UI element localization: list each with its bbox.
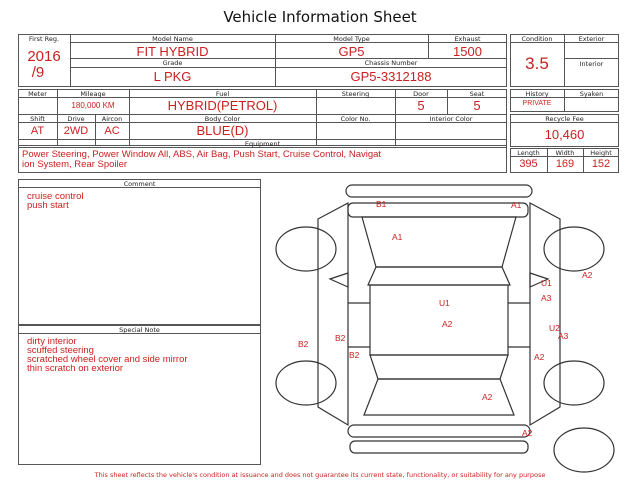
damage-mark: U2 bbox=[549, 323, 560, 333]
equipment-line-1: Power Steering, Power Window All, ABS, Air Bag, Push Start, Cruise Control, Navigat bbox=[22, 149, 382, 160]
condition-value: 3.5 bbox=[525, 54, 549, 73]
drive-label: Drive bbox=[67, 115, 85, 123]
height-value: 152 bbox=[591, 158, 611, 170]
damage-mark: A2 bbox=[522, 428, 533, 438]
equipment-label: Equipment bbox=[244, 140, 281, 148]
recycle-fee-value: 10,460 bbox=[544, 127, 585, 142]
width-label: Width bbox=[555, 149, 575, 157]
history-value: PRIVATE bbox=[522, 100, 552, 107]
height-label: Height bbox=[590, 149, 612, 157]
exhaust-label: Exhaust bbox=[454, 35, 481, 43]
damage-mark: U1 bbox=[439, 298, 450, 308]
front-bumper bbox=[346, 185, 532, 197]
rear-bumper bbox=[348, 425, 530, 437]
comment-line: cruise control bbox=[27, 191, 84, 202]
comment-label: Comment bbox=[123, 180, 156, 188]
recycle-fee-label: Recycle Fee bbox=[545, 115, 584, 123]
hood bbox=[362, 217, 516, 267]
special-note-label: Special Note bbox=[119, 326, 160, 334]
shift-label: Shift bbox=[30, 115, 45, 123]
damage-mark: A3 bbox=[558, 331, 569, 341]
damage-mark: A3 bbox=[541, 293, 552, 303]
damage-mark: U1 bbox=[541, 278, 552, 288]
exterior-label: Exterior bbox=[578, 35, 605, 43]
special-note-line: thin scratch on exterior bbox=[27, 363, 124, 374]
first-reg-month: /9 bbox=[31, 64, 45, 81]
body-color-label: Body Color bbox=[204, 115, 241, 123]
front-grille bbox=[348, 203, 528, 217]
fuel-value: HYBRID(PETROL) bbox=[167, 98, 278, 113]
width-value: 169 bbox=[555, 158, 575, 170]
aircon-value: AC bbox=[104, 125, 120, 137]
wheel-front-right bbox=[544, 227, 604, 271]
fuel-label: Fuel bbox=[215, 90, 230, 98]
color-no-label: Color No. bbox=[340, 115, 371, 123]
model-type-value: GP5 bbox=[338, 44, 365, 59]
wheel-rear-right bbox=[544, 361, 604, 405]
wheel-front-left bbox=[276, 227, 336, 271]
equipment-line-2: ion System, Rear Spoiler bbox=[22, 159, 128, 170]
comment-line: push start bbox=[27, 200, 69, 211]
mileage-label: Mileage bbox=[80, 90, 106, 98]
damage-mark: A2 bbox=[482, 392, 493, 402]
car-damage-diagram bbox=[270, 175, 615, 480]
damage-mark: B2 bbox=[298, 339, 309, 349]
shift-value: AT bbox=[30, 125, 45, 137]
special-note-line: dirty interior bbox=[27, 336, 77, 347]
damage-mark: A1 bbox=[392, 232, 403, 242]
body-color-value: BLUE(D) bbox=[196, 123, 249, 138]
exhaust-value: 1500 bbox=[453, 44, 482, 59]
damage-mark: A2 bbox=[582, 270, 593, 280]
length-value: 395 bbox=[519, 158, 538, 170]
mileage-value: 180,000 KM bbox=[71, 101, 115, 110]
door-value: 5 bbox=[417, 98, 425, 113]
chassis-label: Chassis Number bbox=[364, 59, 418, 67]
condition-label: Condition bbox=[521, 35, 553, 43]
rear-bumper-lower bbox=[350, 441, 528, 453]
seat-label: Seat bbox=[469, 90, 485, 98]
grade-label: Grade bbox=[162, 59, 183, 67]
right-side-panel bbox=[530, 203, 560, 425]
chassis-value: GP5-3312188 bbox=[350, 69, 432, 84]
damage-mark: A2 bbox=[442, 319, 453, 329]
aircon-label: Aircon bbox=[101, 115, 123, 123]
first-reg-label: First Reg. bbox=[28, 35, 60, 43]
sheet-title: Vehicle Information Sheet bbox=[223, 8, 417, 26]
model-type-label: Model Type bbox=[333, 35, 370, 43]
first-reg-year: 2016 bbox=[27, 48, 61, 65]
roof bbox=[370, 285, 508, 355]
left-mirror bbox=[330, 273, 348, 287]
windshield bbox=[368, 267, 510, 285]
damage-mark: B1 bbox=[376, 199, 387, 209]
model-name-value: FIT HYBRID bbox=[136, 44, 209, 59]
steering-label: Steering bbox=[341, 90, 370, 98]
disclaimer-footer: This sheet reflects the vehicle's condition at issuance and does not guarantee its current state, functionality, or suitability for any purpose bbox=[94, 471, 546, 479]
spare-wheel bbox=[554, 428, 614, 472]
wheel-rear-left bbox=[276, 361, 336, 405]
door-label: Door bbox=[413, 90, 429, 98]
seat-value: 5 bbox=[473, 98, 481, 113]
damage-mark: A1 bbox=[511, 200, 522, 210]
meter-label: Meter bbox=[28, 90, 47, 98]
rear-window bbox=[370, 355, 508, 379]
interior-label: Interior bbox=[579, 60, 604, 68]
drive-value: 2WD bbox=[63, 125, 89, 137]
grade-value: L PKG bbox=[153, 69, 192, 84]
damage-mark: A2 bbox=[534, 352, 545, 362]
damage-mark: B2 bbox=[349, 350, 360, 360]
syaken-label: Syaken bbox=[579, 90, 604, 98]
history-label: History bbox=[525, 90, 549, 98]
interior-color-label: Interior Color bbox=[429, 115, 473, 123]
damage-mark: B2 bbox=[335, 333, 346, 343]
length-label: Length bbox=[517, 149, 540, 157]
special-note-line: scratched wheel cover and side mirror bbox=[27, 354, 188, 365]
model-name-label: Model Name bbox=[152, 35, 193, 43]
special-note-line: scuffed steering bbox=[27, 345, 94, 356]
